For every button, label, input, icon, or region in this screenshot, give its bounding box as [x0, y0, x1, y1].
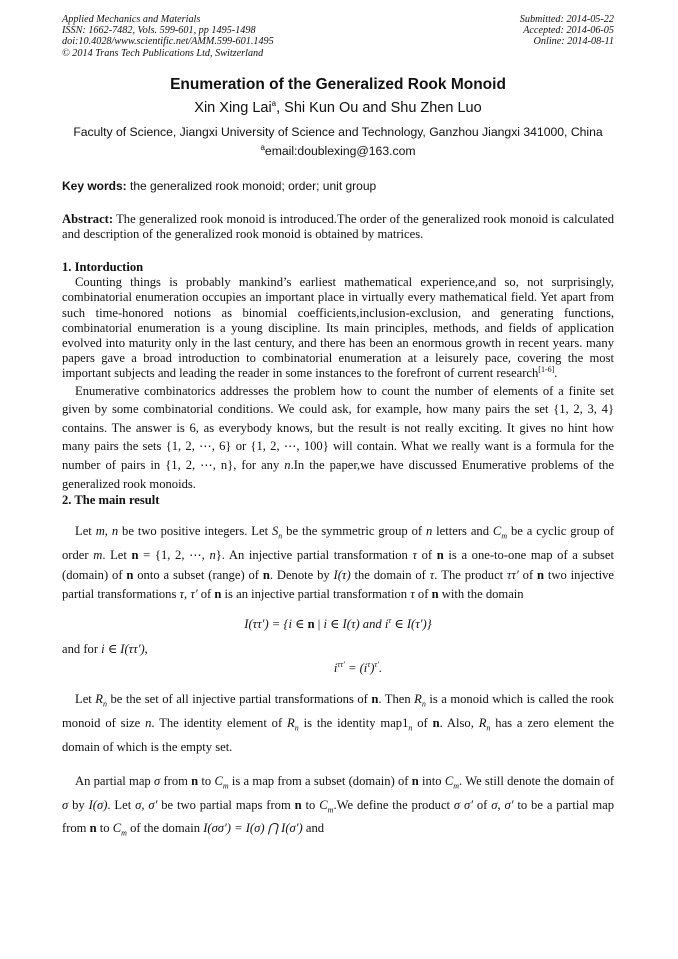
spacer — [62, 758, 614, 772]
t: . Denote by — [269, 567, 334, 582]
t: , — [144, 642, 148, 657]
bold-n: n — [537, 567, 545, 582]
author-1: Xin Xing Lai — [194, 99, 272, 116]
set-expression-2: {1, 2, ⋯, 6} — [165, 439, 232, 454]
sub-n: n — [102, 699, 107, 709]
var-m: m — [95, 524, 105, 539]
eq-part: i — [333, 661, 338, 676]
intro-p2-text-f: , for any — [233, 458, 285, 473]
domain-expr: I(τ) — [333, 567, 351, 582]
online-date: Online: 2014-08-11 — [533, 36, 614, 48]
bold-n: n — [431, 586, 439, 601]
set-expression-1: {1, 2, 3, 4} — [553, 402, 614, 417]
eq-part: | — [314, 617, 324, 632]
affiliation: Faculty of Science, Jiangxi University of Science and Technology, Ganzhou Jiangxi 341000, China — [73, 124, 603, 139]
sub-m: m — [121, 828, 127, 838]
intro-p2-text-d: or — [231, 439, 251, 454]
var-n: n — [209, 548, 216, 563]
sub-m: m — [453, 781, 460, 791]
t: has a zero element the domain of which is the empty set. — [62, 716, 614, 755]
t: , — [184, 586, 191, 601]
eq-part: ∈ I(τ′)} — [391, 617, 432, 632]
t: letters and — [432, 524, 493, 539]
other-authors: , Shi Kun Ou and Shu Zhen Luo — [276, 99, 482, 116]
bold-n: n — [371, 692, 379, 707]
var-sigma: σ — [153, 773, 161, 788]
t: and — [302, 821, 325, 836]
eq-part: ττ′ — [337, 660, 345, 670]
bold-n: n — [436, 548, 444, 563]
eq-part: I(ττ′) = { — [244, 617, 289, 632]
answer-value: 6 — [189, 420, 196, 435]
keywords-text: the generalized rook monoid; order; unit group — [126, 178, 377, 193]
intro-p2-text-e: will contain. What we really want is a formula for the number of pairs in — [62, 439, 615, 473]
var-m: m — [93, 548, 103, 563]
var-n: n — [284, 458, 291, 473]
t: . Let — [102, 548, 132, 563]
intro-p1-text: Counting things is probably mankind’s earliest mathematical experience,and so, not surprisingly, combinatorial enumeration occupies an important place in virtually every mathematical field. Yet apart from such time-honored notions as binomial coefficients,inclusion-exclusion, and generating functions, combinatorial enumeration is a young discipline. Its main principles, methods, and fields of application evolved into maturity only in the last century, and there has been an enormous growth in recent years. many papers gave a broad introduction to combinatorial enumeration at a leisurely pace, covering the most important subjects and leading the reader in some instances to the forefront of current research — [62, 275, 614, 381]
paper-page — [62, 14, 614, 843]
t: to — [96, 821, 113, 836]
t: . We still denote the domain of — [459, 773, 615, 788]
bold-n: n — [432, 716, 440, 731]
t: is a monoid which is called the rook monoid of size — [62, 692, 614, 731]
submitted-date: Submitted: 2014-05-22 — [519, 14, 614, 25]
eq-part: i — [288, 617, 292, 632]
equation-domain — [62, 616, 614, 632]
t: .We define the product — [333, 797, 454, 812]
t: to — [301, 797, 320, 812]
var-sigma: σ — [135, 797, 142, 812]
bold-n: n — [262, 567, 270, 582]
bold-n: n — [126, 567, 134, 582]
t: , — [497, 797, 505, 812]
var-tau: τ — [429, 567, 435, 582]
keywords-label: Key words: — [62, 178, 127, 193]
var-C: C — [492, 524, 502, 539]
var-C: C — [444, 773, 454, 788]
t: with the domain — [438, 586, 524, 601]
journal-header — [62, 14, 614, 59]
eq-part: = (i — [344, 661, 368, 676]
keywords — [62, 179, 614, 194]
main-paragraph-3 — [62, 772, 614, 844]
domain-expr: I(σ) — [88, 797, 108, 812]
t: onto a subset (range) of — [133, 567, 263, 582]
t: }. An injective partial transformation — [215, 548, 413, 563]
set-expression-4: {1, 2, ⋯, n} — [165, 458, 234, 473]
abstract — [62, 212, 614, 242]
t: is an injective partial transformation — [221, 586, 411, 601]
var-C: C — [214, 773, 223, 788]
email-address: email:doublexing@163.com — [264, 143, 416, 158]
accepted-date: Accepted: 2014-06-05 — [523, 25, 614, 37]
section-heading-main-result: 2. The main result — [62, 493, 160, 508]
t: of — [518, 567, 538, 582]
eq-part: ) — [370, 661, 375, 676]
intro-p1-end: . — [554, 366, 558, 381]
t: of — [414, 586, 432, 601]
t: , — [104, 524, 112, 539]
bold-n: n — [411, 773, 419, 788]
sub-n: n — [278, 531, 283, 541]
t: and for — [62, 642, 102, 657]
intro-p2-text-a: Enumerative combinatorics addresses the problem how to count the number of elements of a finite set given by some combinatorial conditions. We could ask, for example, how many pairs the set — [62, 383, 614, 417]
journal-name: Applied Mechanics and Materials — [62, 14, 201, 25]
header-right — [520, 14, 614, 59]
copyright-line: © 2014 Trans Tech Publications Ltd, Switzerland — [62, 47, 264, 59]
domain-equation: I(σσ′) = I(σ) ⋂ I(σ′) — [203, 821, 303, 836]
author-1-affil-mark: a — [271, 98, 277, 108]
intro-p2-text-b: contains. The answer is — [62, 420, 190, 435]
eq-part: τ — [388, 616, 392, 626]
t: to be a partial map from — [62, 797, 615, 836]
var-S: S — [271, 524, 279, 539]
t: into — [418, 773, 445, 788]
bold-n: n — [191, 773, 199, 788]
var-tau: τ — [412, 548, 417, 563]
t: Let — [75, 692, 96, 707]
citation-ref: [1-6] — [538, 365, 555, 375]
equation-composition — [62, 661, 614, 676]
var-tau-prime: τ′ — [190, 586, 198, 601]
t: to — [198, 773, 215, 788]
t: from — [160, 773, 192, 788]
t: of — [472, 797, 492, 812]
sub-m: m — [501, 531, 508, 541]
sub-n: n — [421, 699, 426, 709]
t: of — [412, 716, 433, 731]
var-R: R — [478, 716, 487, 731]
t: by — [68, 797, 89, 812]
bold-n: n — [214, 586, 222, 601]
abstract-label: Abstract: — [62, 211, 114, 226]
email-affil-mark: a — [260, 142, 265, 152]
bold-n: n — [131, 548, 139, 563]
var-R: R — [95, 692, 103, 707]
bold-n: n — [89, 821, 97, 836]
var-sigma-prime: σ′ — [504, 797, 514, 812]
t: . Let — [107, 797, 136, 812]
t: of — [197, 586, 215, 601]
var-R: R — [414, 692, 422, 707]
header-left — [62, 14, 274, 59]
sub-n: n — [294, 723, 299, 733]
doi-line: doi:10.4028/www.scientific.net/AMM.599-601.1495 — [62, 36, 274, 48]
t: be the symmetric group of — [282, 524, 426, 539]
t: . Then — [378, 692, 415, 707]
expr: i ∈ I(ττ′) — [101, 642, 145, 657]
t: , — [141, 797, 149, 812]
eq-part: ∈ — [291, 617, 308, 632]
and-for-line — [62, 642, 614, 657]
var-C: C — [112, 821, 122, 836]
eq-part: n — [307, 617, 315, 632]
t: = {1, 2, ⋯, — [138, 548, 210, 563]
eq-part: τ′ — [374, 660, 380, 670]
main-paragraph-2 — [62, 690, 614, 757]
eq-part: . — [379, 661, 383, 676]
eq-part: τ — [367, 660, 371, 670]
issn-line: ISSN: 1662-7482, Vols. 599-601, pp 1495-1498 — [62, 25, 256, 37]
intro-paragraph-1 — [62, 275, 614, 381]
sub-n: n — [408, 723, 413, 733]
var-n: n — [111, 524, 119, 539]
intro-p2-text-g: .In the paper,we have discussed Enumerative problems of the generalized rook monoids. — [62, 458, 614, 491]
var-tau: τ — [410, 586, 415, 601]
t: . Also, — [439, 716, 479, 731]
t: be two positive integers. Let — [118, 524, 272, 539]
t: . The identity element of — [151, 716, 288, 731]
bold-n: n — [294, 797, 302, 812]
author-list — [62, 100, 614, 117]
product-expr: σ σ′ — [453, 797, 473, 812]
sub-m: m — [327, 805, 334, 815]
spacer — [62, 508, 614, 522]
t: the domain of — [350, 567, 430, 582]
product-expr: ττ′ — [507, 567, 519, 582]
t: is a one-to-one map of a subset (domain) of — [62, 548, 614, 582]
var-C: C — [319, 797, 328, 812]
sub-m: m — [222, 781, 229, 791]
t: of — [417, 548, 437, 563]
t: two injective partial transformations — [62, 567, 615, 601]
section-heading-introduction: 1. Intorduction — [62, 260, 144, 275]
var-sigma: σ — [491, 797, 498, 812]
var-sigma-prime: σ′ — [148, 797, 158, 812]
t: of the domain — [126, 821, 204, 836]
var-R: R — [287, 716, 295, 731]
t: is a map from a subset (domain) of — [228, 773, 412, 788]
intro-p2-text-c: , as everybody knows, but the result is not really exciting. It gives no hint how many pairs the sets — [62, 420, 614, 454]
var-tau: τ — [179, 586, 185, 601]
t: be two partial maps from — [157, 797, 295, 812]
sub-n: n — [486, 723, 491, 733]
t: be a cyclic group of order — [62, 524, 615, 563]
paper-title: Enumeration of the Generalized Rook Monoid — [170, 75, 506, 93]
intro-paragraph-2 — [62, 382, 614, 494]
t: An partial map — [75, 773, 154, 788]
author-email — [62, 144, 614, 159]
set-expression-3: {1, 2, ⋯, 100} — [250, 439, 329, 454]
main-paragraph-1 — [62, 522, 614, 604]
eq-part: i ∈ I(τ) and i — [323, 617, 389, 632]
t: Let — [75, 524, 96, 539]
var-n: n — [425, 524, 433, 539]
var-n: n — [145, 716, 152, 731]
abstract-text: The generalized rook monoid is introduced.The order of the generalized rook monoid is calculated and description of the generalized rook monoid is obtained by matrices. — [62, 211, 614, 242]
t: be the set of all injective partial transformations of — [106, 692, 372, 707]
t: . The product — [434, 567, 508, 582]
var-sigma: σ — [62, 797, 69, 812]
t: is the identity map1 — [298, 716, 409, 731]
